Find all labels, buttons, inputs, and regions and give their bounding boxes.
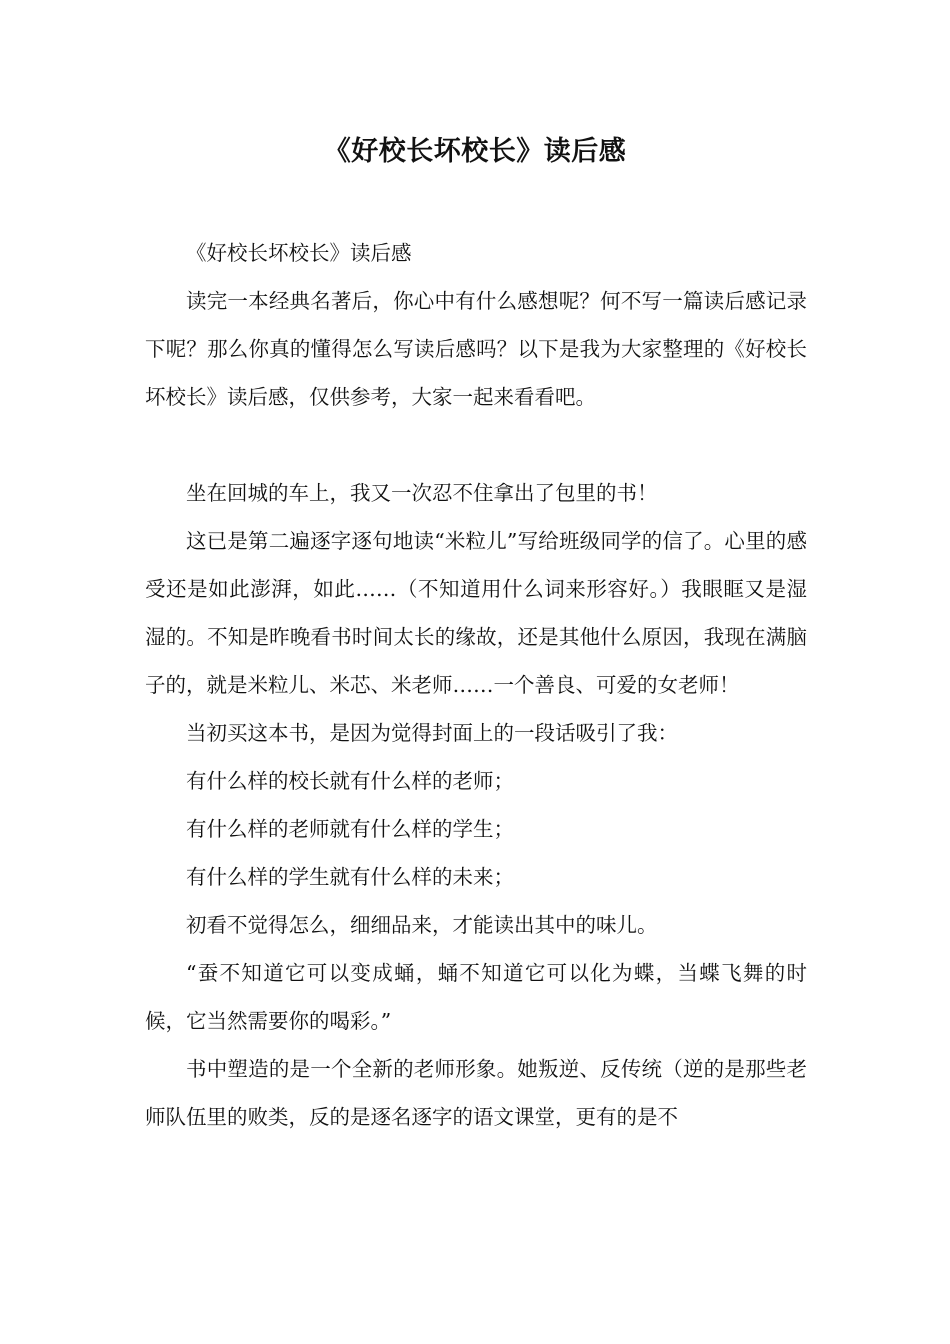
document-subtitle: 《好校长坏校长》读后感: [186, 241, 412, 265]
blank-line: [145, 421, 807, 469]
paragraph: 坐在回城的车上，我又一次忍不住拿出了包里的书！: [186, 481, 658, 505]
document-body: [145, 229, 807, 1141]
paragraph-quote: “蚕不知道它可以变成蛹，蛹不知道它可以化为蝶，当蝶飞舞的时候，它当然需要你的喝彩。”: [145, 961, 807, 1033]
document-title: 《好校长坏校长》读后感: [323, 136, 627, 167]
paragraph-intro: 读完一本经典名著后，你心中有什么感想呢？何不写一篇读后感记录下呢？那么你真的懂得怎么写读后感吗？以下是我为大家整理的《好校长坏校长》读后感，仅供参考，大家一起来看看吧。: [145, 289, 807, 409]
quote-line: 有什么样的校长就有什么样的老师；: [186, 769, 514, 793]
paragraph: 书中塑造的是一个全新的老师形象。她叛逆、反传统（逆的是那些老师队伍里的败类，反的是逐名逐字的语文课堂，更有的是不: [145, 1057, 807, 1129]
quote-line: 有什么样的学生就有什么样的未来；: [186, 865, 514, 889]
quote-line: 有什么样的老师就有什么样的学生；: [186, 817, 514, 841]
paragraph: 当初买这本书，是因为觉得封面上的一段话吸引了我：: [186, 721, 678, 745]
paragraph: 初看不觉得怎么，细细品来，才能读出其中的味儿。: [186, 913, 658, 937]
paragraph: 这已是第二遍逐字逐句地读“米粒儿”写给班级同学的信了。心里的感受还是如此澎湃，如此……（不知道用什么词来形容好。）我眼眶又是湿湿的。不知是昨晚看书时间太长的缘故，还是其他什么原因，我现在满脑子的，就是米粒儿、米芯、米老师……一个善良、可爱的女老师！: [145, 529, 807, 697]
